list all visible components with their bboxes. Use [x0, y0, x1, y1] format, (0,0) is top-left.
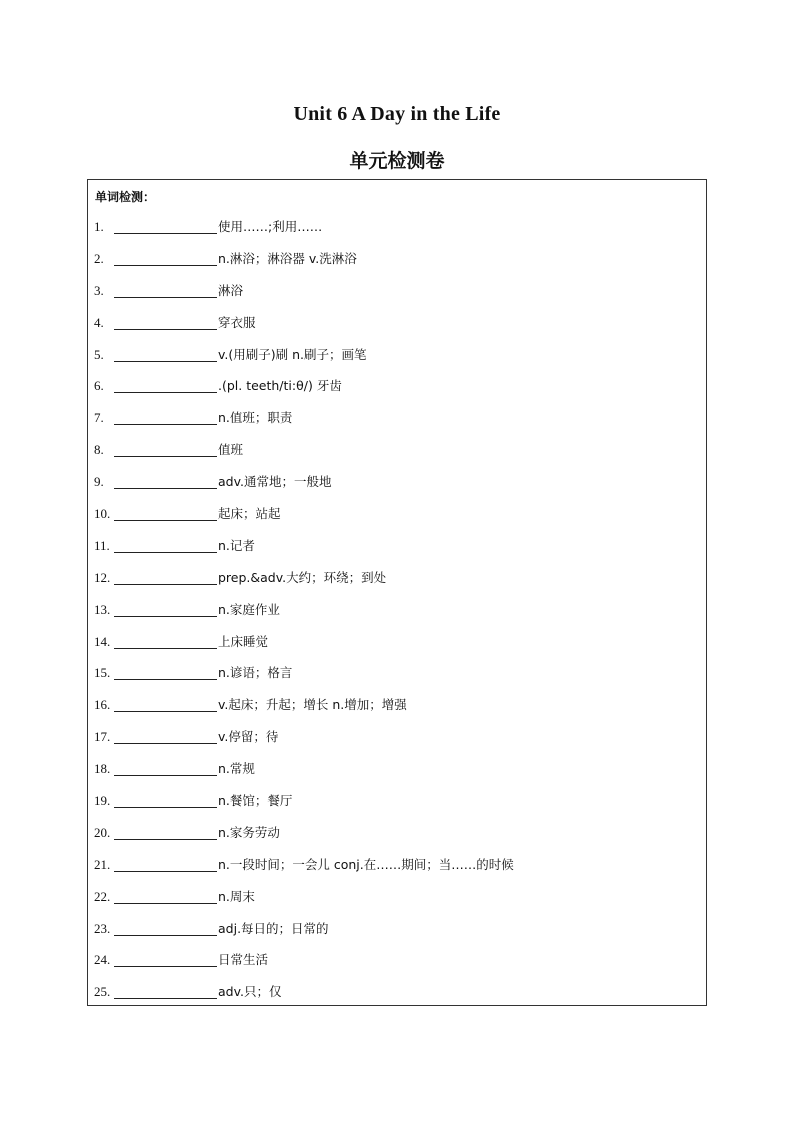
vocab-item [94, 250, 694, 282]
answer-blank[interactable] [114, 951, 217, 967]
vocabulary-box [87, 179, 707, 1006]
answer-blank[interactable] [114, 888, 217, 904]
item-meaning: adv.只；仅 [218, 984, 282, 1000]
vocab-item [94, 951, 694, 983]
answer-blank[interactable] [114, 314, 217, 330]
section-label: 单词检测： [95, 190, 156, 204]
answer-blank[interactable] [114, 856, 217, 872]
answer-blank[interactable] [114, 441, 217, 457]
vocab-item [94, 856, 694, 888]
item-number: 6. [94, 378, 104, 394]
vocab-item [94, 505, 694, 537]
answer-blank[interactable] [114, 250, 217, 266]
vocab-item [94, 824, 694, 856]
answer-blank[interactable] [114, 473, 217, 489]
answer-blank[interactable] [114, 664, 217, 680]
item-number: 12. [94, 569, 111, 585]
item-meaning: n.谚语；格言 [218, 665, 293, 681]
item-number: 9. [94, 474, 104, 490]
vocab-item [94, 218, 694, 250]
answer-blank[interactable] [114, 537, 217, 553]
item-number: 4. [94, 314, 104, 330]
item-number: 23. [94, 920, 111, 936]
answer-blank[interactable] [114, 920, 217, 936]
vocab-item [94, 728, 694, 760]
answer-blank[interactable] [114, 569, 217, 585]
item-number: 7. [94, 410, 104, 426]
item-meaning: 淋浴 [218, 282, 244, 298]
vocab-item [94, 792, 694, 824]
vocab-item [94, 664, 694, 696]
item-number: 22. [94, 888, 111, 904]
item-number: 18. [94, 761, 111, 777]
item-meaning: n.一段时间；一会儿 conj.在……期间；当……的时候 [218, 856, 514, 872]
item-number: 24. [94, 952, 111, 968]
item-number: 17. [94, 729, 111, 745]
vocab-item [94, 601, 694, 633]
item-number: 10. [94, 506, 111, 522]
answer-blank[interactable] [114, 409, 217, 425]
vocab-item [94, 983, 694, 1015]
vocabulary-list [94, 218, 694, 1015]
item-number: 21. [94, 856, 111, 872]
answer-blank[interactable] [114, 505, 217, 521]
vocab-item [94, 441, 694, 473]
item-meaning: n.淋浴；淋浴器 v.洗淋浴 [218, 250, 357, 266]
item-number: 11. [94, 537, 110, 553]
item-meaning: n.常规 [218, 761, 255, 777]
item-meaning: prep.&adv.大约；环绕；到处 [218, 569, 387, 585]
vocab-item [94, 633, 694, 665]
item-meaning: adv.通常地；一般地 [218, 474, 332, 490]
answer-blank[interactable] [114, 824, 217, 840]
item-meaning: n.餐馆；餐厅 [218, 793, 293, 809]
vocab-item [94, 920, 694, 952]
answer-blank[interactable] [114, 633, 217, 649]
answer-blank[interactable] [114, 728, 217, 744]
item-meaning: v.起床；升起；增长 n.增加；增强 [218, 697, 407, 713]
item-meaning: 上床睡觉 [218, 633, 269, 649]
vocab-item [94, 888, 694, 920]
answer-blank[interactable] [114, 377, 217, 393]
item-number: 14. [94, 633, 111, 649]
vocab-item [94, 377, 694, 409]
page-title: Unit 6 A Day in the Life [293, 103, 501, 125]
item-number: 3. [94, 282, 104, 298]
item-meaning: .(pl. teeth/ti:θ/) 牙齿 [218, 378, 342, 394]
item-number: 2. [94, 250, 104, 266]
page-subtitle: 单元检测卷 [349, 150, 445, 172]
vocab-item [94, 696, 694, 728]
item-number: 5. [94, 346, 104, 362]
answer-blank[interactable] [114, 218, 217, 234]
item-meaning: n.家庭作业 [218, 601, 280, 617]
vocab-item [94, 282, 694, 314]
vocab-item [94, 409, 694, 441]
item-number: 8. [94, 442, 104, 458]
vocab-item [94, 346, 694, 378]
item-number: 13. [94, 601, 111, 617]
item-meaning: n.家务劳动 [218, 824, 280, 840]
item-number: 20. [94, 824, 111, 840]
answer-blank[interactable] [114, 282, 217, 298]
item-meaning: n.记者 [218, 537, 255, 553]
item-meaning: v.(用刷子)刷 n.刷子；画笔 [218, 346, 367, 362]
vocab-item [94, 569, 694, 601]
item-meaning: 日常生活 [218, 952, 269, 968]
item-meaning: n.周末 [218, 888, 255, 904]
item-number: 16. [94, 697, 111, 713]
item-meaning: n.值班；职责 [218, 410, 293, 426]
answer-blank[interactable] [114, 601, 217, 617]
vocab-item [94, 537, 694, 569]
item-meaning: 使用……;利用…… [218, 219, 323, 234]
vocab-item [94, 314, 694, 346]
item-meaning: 起床；站起 [218, 506, 281, 522]
answer-blank[interactable] [114, 696, 217, 712]
item-number: 15. [94, 665, 111, 681]
answer-blank[interactable] [114, 983, 217, 999]
answer-blank[interactable] [114, 792, 217, 808]
item-number: 1. [94, 219, 104, 234]
vocab-item [94, 760, 694, 792]
item-meaning: adj.每日的；日常的 [218, 920, 329, 936]
answer-blank[interactable] [114, 346, 217, 362]
item-number: 25. [94, 984, 111, 1000]
item-number: 19. [94, 793, 111, 809]
answer-blank[interactable] [114, 760, 217, 776]
item-meaning: v.停留；待 [218, 729, 279, 745]
item-meaning: 值班 [218, 442, 244, 458]
item-meaning: 穿衣服 [218, 314, 256, 330]
vocab-item [94, 473, 694, 505]
